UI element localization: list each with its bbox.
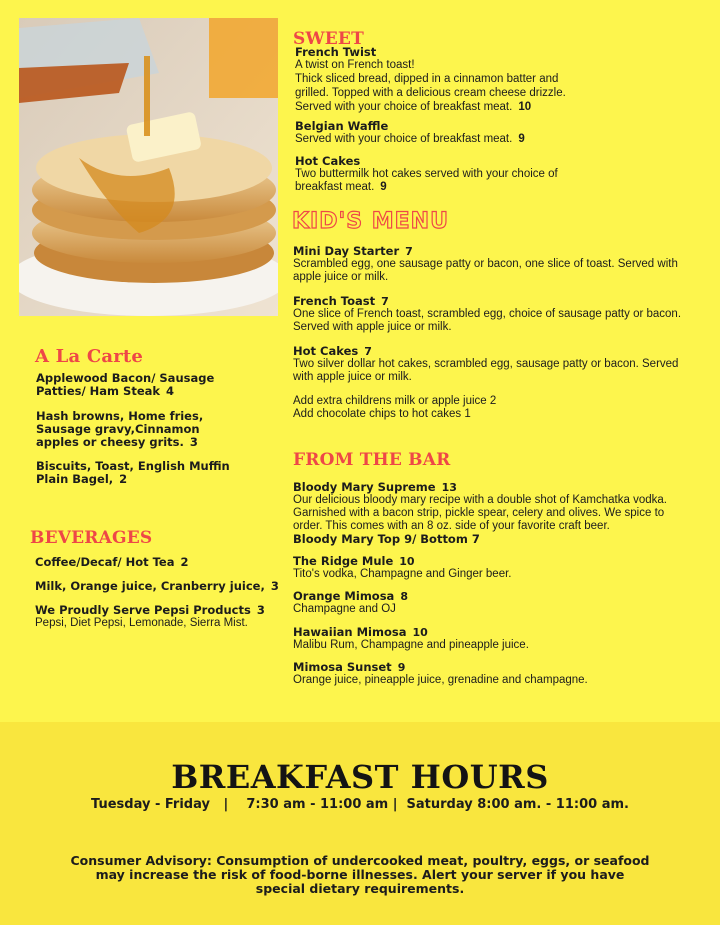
item-desc: One slice of French toast, scrambled egg, choice of sausage patty or bacon. Served with apple juice or milk. <box>293 308 682 333</box>
item-name: Bloody Mary Top 9/ Bottom 7 <box>293 532 480 546</box>
kids-item-french-toast <box>293 295 683 334</box>
item-desc <box>295 181 558 194</box>
bar-title: FROM THE BAR <box>293 450 451 470</box>
addon-line: Add chocolate chips to hot cakes 1 <box>293 408 471 420</box>
item-price: 3 <box>256 603 265 617</box>
alacarte-item-breads <box>36 460 276 486</box>
bar-item-mimosa-sunset <box>293 661 683 687</box>
item-name: French Twist <box>295 45 377 59</box>
item-line: apples or cheesy grits. <box>36 435 184 449</box>
alacarte-item-meats <box>36 372 276 398</box>
beverage-item-juices <box>35 580 285 593</box>
kids-menu-title: KID'S MENU <box>292 209 449 234</box>
item-name: Bloody Mary Supreme <box>293 480 436 494</box>
sweet-item-belgian-waffle <box>295 120 525 146</box>
item-desc: A twist on French toast! <box>295 59 415 71</box>
item-desc: Our delicious bloody mary recipe with a double shot of Kamchatka vodka. Garnished with a bacon strip, pickle spear, celery and olives. We spice to order. This comes with an 8 oz. side of your favorite craft beer. <box>293 494 667 532</box>
addon-line: Add extra childrens milk or apple juice 2 <box>293 395 497 407</box>
item-price: 3 <box>189 435 198 449</box>
alacarte-item-sides <box>36 410 276 449</box>
item-price: 7 <box>364 345 372 358</box>
item-line: Sausage gravy,Cinnamon <box>36 422 200 436</box>
item-name: Mini Day Starter <box>293 244 400 258</box>
item-desc-text: Served with your choice of breakfast meat. <box>295 101 513 113</box>
item-desc <box>295 101 566 114</box>
breakfast-hours-title: BREAKFAST HOURS <box>171 758 549 796</box>
item-desc-text: Served with your choice of breakfast meat. <box>295 133 513 145</box>
item-desc: Tito's vodka, Champagne and Ginger beer. <box>293 568 512 580</box>
item-desc: grilled. Topped with a delicious cream cheese drizzle. <box>295 87 566 99</box>
item-desc: Scrambled egg, one sausage patty or bacon, one slice of toast. Served with apple juice or milk. <box>293 258 678 283</box>
sweet-title: SWEET <box>293 29 364 49</box>
item-desc: Two buttermilk hot cakes served with your choice of <box>295 168 558 180</box>
item-line: Hash browns, Home fries, <box>36 409 204 423</box>
item-line: Biscuits, Toast, English Muffin <box>36 459 230 473</box>
item-desc: Champagne and OJ <box>293 603 396 615</box>
item-name: Hot Cakes <box>295 154 361 168</box>
item-desc <box>295 133 525 146</box>
item-price: 8 <box>400 590 408 603</box>
item-price: 10 <box>412 626 428 639</box>
item-price: 2 <box>119 472 128 486</box>
hours-line: Tuesday - Friday | 7:30 am - 11:00 am | Saturday 8:00 am. - 11:00 am. <box>91 797 629 812</box>
beverages-title: BEVERAGES <box>30 528 153 548</box>
item-desc: Pepsi, Diet Pepsi, Lemonade, Sierra Mist. <box>35 617 248 629</box>
item-price: 2 <box>180 555 189 569</box>
item-price: 4 <box>166 384 175 398</box>
item-name: Belgian Waffle <box>295 119 389 133</box>
item-name: Hot Cakes <box>293 344 359 358</box>
item-price: 9 <box>397 661 406 674</box>
item-name: The Ridge Mule <box>293 554 394 568</box>
item-line: Coffee/Decaf/ Hot Tea <box>35 555 175 569</box>
item-desc: Two silver dollar hot cakes, scrambled egg, sausage patty or bacon. Served with apple juice or milk. <box>293 358 679 383</box>
beverage-item-coffee <box>35 556 285 569</box>
bar-item-hawaiian-mimosa <box>293 626 683 652</box>
item-line: Plain Bagel, <box>36 472 114 486</box>
item-price: 13 <box>441 481 457 494</box>
consumer-advisory: Consumer Advisory: Consumption of undercooked meat, poultry, eggs, or seafood may increase the risk of food-borne illnesses. Alert your server if you have special dietary requirements. <box>70 853 650 896</box>
bar-item-orange-mimosa <box>293 590 683 616</box>
pancake-photo <box>19 18 278 316</box>
item-desc: Thick sliced bread, dipped in a cinnamon batter and <box>295 73 559 85</box>
beverage-item-pepsi <box>35 604 285 630</box>
item-desc-text: breakfast meat. <box>295 181 375 193</box>
bar-item-ridge-mule <box>293 555 683 581</box>
item-price: 9 <box>518 133 525 145</box>
item-line: We Proudly Serve Pepsi Products <box>35 603 251 617</box>
item-desc: Orange juice, pineapple juice, grenadine and champagne. <box>293 674 588 686</box>
item-name: Mimosa Sunset <box>293 660 392 674</box>
item-desc: Malibu Rum, Champagne and pineapple juice. <box>293 639 529 651</box>
kids-item-mini-day-starter <box>293 245 683 284</box>
kids-item-hot-cakes <box>293 345 683 384</box>
item-name: Orange Mimosa <box>293 589 395 603</box>
item-line: Patties/ Ham Steak <box>36 384 161 398</box>
bar-item-bloody-mary-supreme <box>293 481 683 546</box>
item-price: 7 <box>405 245 413 258</box>
item-price: 10 <box>518 101 532 113</box>
alacarte-title: A La Carte <box>35 346 144 367</box>
item-name: French Toast <box>293 294 376 308</box>
item-price: 9 <box>380 181 387 193</box>
item-price: 3 <box>270 579 279 593</box>
sweet-item-hot-cakes <box>295 155 558 194</box>
sweet-item-french-twist <box>295 46 566 114</box>
kids-addons <box>293 395 683 421</box>
item-name: Hawaiian Mimosa <box>293 625 407 639</box>
item-line: Applewood Bacon/ Sausage <box>36 371 215 385</box>
item-price: 10 <box>399 555 415 568</box>
item-price: 7 <box>381 295 389 308</box>
item-line: Milk, Orange juice, Cranberry juice, <box>35 579 265 593</box>
